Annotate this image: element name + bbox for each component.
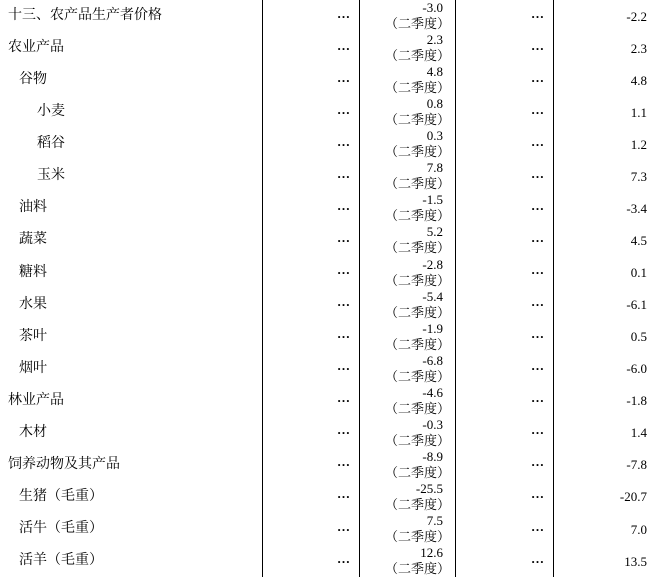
cumulative-cell [456,417,554,449]
indicator-label: 油料 [19,200,47,216]
cumulative-cell [456,96,554,128]
quarter-growth-value: -8.9 [422,448,443,464]
quarter-growth-value: -3.0 [422,0,443,16]
monthly-cell [263,0,360,32]
table-row [0,64,660,96]
quarter-growth-value: -5.4 [422,288,443,304]
ellipsis-dots: … [531,165,543,181]
cumulative-growth-value: 7.0 [630,521,647,537]
table-row [0,224,660,256]
indicator-label: 小麦 [37,104,65,120]
quarter-growth-cell [360,128,456,160]
indicator-cell [0,449,263,481]
table-row [0,545,660,577]
quarter-growth-value: 5.2 [426,224,443,240]
quarter-note: （二季度） [384,464,450,480]
quarter-note: （二季度） [384,144,450,160]
quarter-growth-cell [360,449,456,481]
cumulative-growth-value: -2.2 [626,8,647,24]
table-row [0,353,660,385]
table-row [0,513,660,545]
quarter-growth-cell [360,289,456,321]
quarter-growth-cell [360,545,456,577]
indicator-cell [0,96,263,128]
cumulative-growth-cell [554,257,660,289]
monthly-cell [263,321,360,353]
table-row [0,289,660,321]
ellipsis-dots: … [531,358,543,374]
ellipsis-dots: … [337,101,349,117]
ellipsis-dots: … [531,518,543,534]
monthly-cell [263,128,360,160]
indicator-cell [0,224,263,256]
quarter-growth-value: 4.8 [426,64,443,80]
quarter-growth-cell [360,385,456,417]
table-row [0,257,660,289]
indicator-cell [0,160,263,192]
cumulative-cell [456,385,554,417]
ellipsis-dots: … [531,326,543,342]
table-row [0,128,660,160]
cumulative-growth-cell [554,192,660,224]
quarter-note: （二季度） [384,432,450,448]
table-row [0,96,660,128]
ellipsis-dots: … [531,294,543,310]
cumulative-cell [456,64,554,96]
cumulative-growth-cell [554,64,660,96]
cumulative-growth-cell [554,32,660,64]
quarter-growth-cell [360,321,456,353]
table-row [0,321,660,353]
indicator-cell [0,545,263,577]
cumulative-growth-cell [554,160,660,192]
ellipsis-dots: … [531,69,543,85]
indicator-cell [0,385,263,417]
cumulative-cell [456,32,554,64]
cumulative-cell [456,321,554,353]
ellipsis-dots: … [337,133,349,149]
cumulative-cell [456,257,554,289]
monthly-cell [263,545,360,577]
monthly-cell [263,64,360,96]
quarter-note: （二季度） [384,368,450,384]
cumulative-growth-value: 7.3 [630,168,647,184]
ellipsis-dots: … [337,37,349,53]
quarter-growth-cell [360,0,456,32]
ellipsis-dots: … [337,550,349,566]
cumulative-growth-cell [554,449,660,481]
cumulative-cell [456,353,554,385]
monthly-cell [263,289,360,321]
indicator-label: 玉米 [37,168,65,184]
cumulative-growth-value: 0.5 [630,329,647,345]
quarter-growth-cell [360,224,456,256]
indicator-cell [0,353,263,385]
monthly-cell [263,32,360,64]
quarter-note: （二季度） [384,496,450,512]
ellipsis-dots: … [337,197,349,213]
ellipsis-dots: … [337,5,349,21]
cumulative-growth-cell [554,289,660,321]
indicator-label: 蔬菜 [19,232,47,248]
cumulative-growth-cell [554,385,660,417]
quarter-growth-value: -0.3 [422,416,443,432]
indicator-label: 饲养动物及其产品 [8,456,120,472]
quarter-growth-value: -6.8 [422,352,443,368]
cumulative-growth-value: 1.2 [630,136,647,152]
indicator-label: 农业产品 [8,40,64,56]
quarter-growth-cell [360,160,456,192]
quarter-note: （二季度） [384,176,450,192]
quarter-growth-cell [360,481,456,513]
cumulative-growth-cell [554,224,660,256]
indicator-label: 木材 [19,424,47,440]
monthly-cell [263,192,360,224]
indicator-cell [0,32,263,64]
cumulative-cell [456,128,554,160]
cumulative-cell [456,481,554,513]
indicator-label: 茶叶 [19,328,47,344]
indicator-cell [0,481,263,513]
cumulative-growth-cell [554,96,660,128]
indicator-cell [0,128,263,160]
ellipsis-dots: … [337,165,349,181]
ellipsis-dots: … [531,422,543,438]
monthly-cell [263,513,360,545]
indicator-cell [0,0,263,32]
quarter-growth-value: 2.3 [426,32,443,48]
quarter-note: （二季度） [384,240,450,256]
cumulative-growth-value: -6.0 [626,361,647,377]
quarter-growth-cell [360,96,456,128]
cumulative-growth-value: 4.5 [630,232,647,248]
ellipsis-dots: … [531,197,543,213]
quarter-note: （二季度） [384,304,450,320]
ellipsis-dots: … [531,262,543,278]
quarter-note: （二季度） [384,208,450,224]
quarter-growth-value: -25.5 [415,480,443,496]
ellipsis-dots: … [337,294,349,310]
ellipsis-dots: … [531,101,543,117]
cumulative-growth-cell [554,545,660,577]
ellipsis-dots: … [337,358,349,374]
cumulative-cell [456,192,554,224]
cumulative-cell [456,160,554,192]
ellipsis-dots: … [531,229,543,245]
ellipsis-dots: … [531,133,543,149]
monthly-cell [263,96,360,128]
indicator-cell [0,417,263,449]
quarter-note: （二季度） [384,336,450,352]
monthly-cell [263,257,360,289]
cumulative-cell [456,289,554,321]
quarter-note: （二季度） [384,400,450,416]
ellipsis-dots: … [337,69,349,85]
indicator-label: 水果 [19,296,47,312]
quarter-note: （二季度） [384,80,450,96]
monthly-cell [263,417,360,449]
quarter-growth-value: -2.8 [422,256,443,272]
indicator-label: 活羊（毛重） [19,553,103,569]
indicator-cell [0,513,263,545]
indicator-cell [0,321,263,353]
monthly-cell [263,224,360,256]
table-row [0,32,660,64]
cumulative-cell [456,224,554,256]
ellipsis-dots: … [337,518,349,534]
table-row [0,417,660,449]
quarter-growth-value: -1.9 [422,320,443,336]
cumulative-cell [456,449,554,481]
quarter-growth-value: 0.8 [426,96,443,112]
quarter-note: （二季度） [384,16,450,32]
ellipsis-dots: … [337,454,349,470]
cumulative-growth-cell [554,513,660,545]
indicator-label: 稻谷 [37,136,65,152]
cumulative-growth-cell [554,128,660,160]
quarter-growth-value: -1.5 [422,192,443,208]
ellipsis-dots: … [531,37,543,53]
cumulative-cell [456,545,554,577]
ellipsis-dots: … [531,390,543,406]
indicator-cell [0,289,263,321]
ellipsis-dots: … [337,390,349,406]
quarter-growth-value: 7.5 [426,513,443,529]
quarter-growth-value: -4.6 [422,384,443,400]
ellipsis-dots: … [531,550,543,566]
quarter-growth-cell [360,513,456,545]
table-row [0,449,660,481]
cumulative-growth-cell [554,0,660,32]
indicator-label: 活牛（毛重） [19,521,103,537]
ellipsis-dots: … [337,422,349,438]
cumulative-growth-value: -1.8 [626,393,647,409]
table-row [0,481,660,513]
indicator-cell [0,192,263,224]
ellipsis-dots: … [337,229,349,245]
indicator-cell [0,257,263,289]
cumulative-growth-value: -7.8 [626,457,647,473]
ellipsis-dots: … [337,262,349,278]
quarter-note: （二季度） [384,561,450,577]
quarter-growth-cell [360,417,456,449]
monthly-cell [263,353,360,385]
monthly-cell [263,160,360,192]
cumulative-growth-value: -6.1 [626,297,647,313]
table-row [0,160,660,192]
cumulative-growth-cell [554,417,660,449]
cumulative-growth-value: 1.1 [630,104,647,120]
cumulative-growth-value: 0.1 [630,265,647,281]
cumulative-cell [456,0,554,32]
table-row [0,385,660,417]
cumulative-growth-cell [554,321,660,353]
quarter-growth-cell [360,64,456,96]
quarter-note: （二季度） [384,272,450,288]
indicator-label: 烟叶 [19,360,47,376]
quarter-growth-cell [360,32,456,64]
ellipsis-dots: … [337,486,349,502]
quarter-growth-cell [360,257,456,289]
cumulative-growth-value: -20.7 [619,489,647,505]
indicator-label: 谷物 [19,72,47,88]
table-row [0,0,660,32]
ellipsis-dots: … [531,486,543,502]
quarter-note: （二季度） [384,48,450,64]
quarter-growth-value: 12.6 [420,545,443,561]
cumulative-growth-value: 2.3 [630,40,647,56]
monthly-cell [263,449,360,481]
ellipsis-dots: … [337,326,349,342]
monthly-cell [263,385,360,417]
indicator-label: 林业产品 [8,392,64,408]
cumulative-growth-cell [554,481,660,513]
quarter-growth-cell [360,353,456,385]
quarter-note: （二季度） [384,529,450,545]
indicator-label: 十三、农产品生产者价格 [8,8,162,24]
indicator-label: 糖料 [19,264,47,280]
table-row [0,192,660,224]
cumulative-growth-cell [554,353,660,385]
ellipsis-dots: … [531,5,543,21]
ellipsis-dots: … [531,454,543,470]
quarter-note: （二季度） [384,112,450,128]
cumulative-growth-value: -3.4 [626,200,647,216]
monthly-cell [263,481,360,513]
cumulative-cell [456,513,554,545]
cumulative-growth-value: 13.5 [624,553,647,569]
cumulative-growth-value: 4.8 [630,72,647,88]
indicator-label: 生猪（毛重） [19,488,103,504]
indicator-cell [0,64,263,96]
quarter-growth-value: 0.3 [426,128,443,144]
cumulative-growth-value: 1.4 [630,425,647,441]
quarter-growth-cell [360,192,456,224]
quarter-growth-value: 7.8 [426,160,443,176]
